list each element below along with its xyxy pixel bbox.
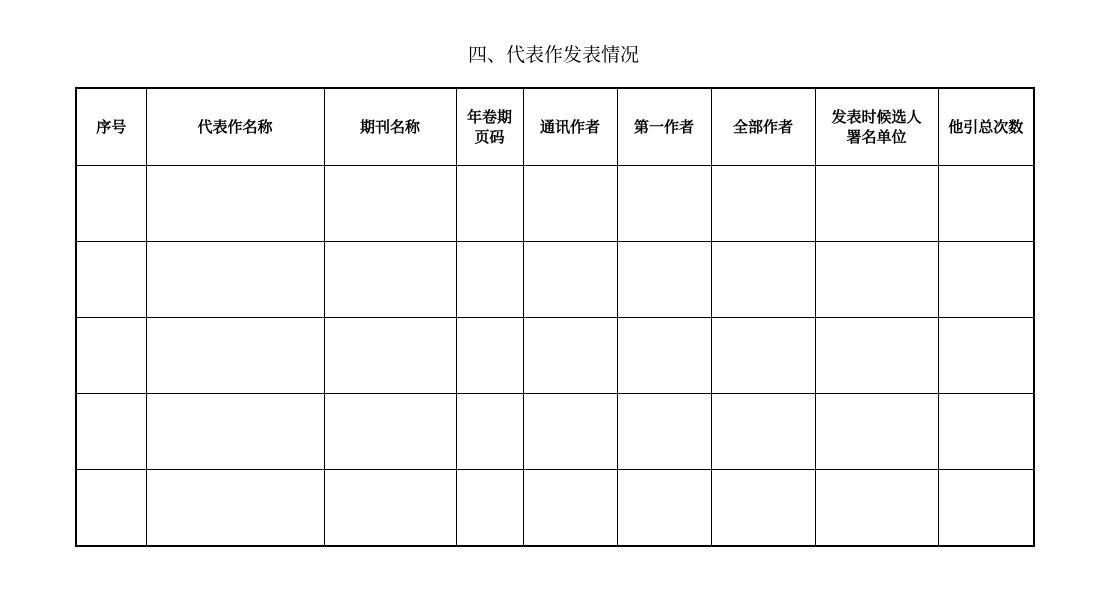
- header-work-title: 代表作名称: [146, 88, 324, 166]
- table-header-row: [76, 88, 1034, 166]
- table-row: [76, 470, 1034, 547]
- table-cell[interactable]: [146, 470, 324, 547]
- table-cell[interactable]: [523, 318, 617, 394]
- table-cell[interactable]: [324, 242, 456, 318]
- table-cell[interactable]: [456, 470, 523, 547]
- table-cell[interactable]: [523, 166, 617, 242]
- table-cell[interactable]: [815, 394, 938, 470]
- table-cell[interactable]: [711, 166, 815, 242]
- table-cell[interactable]: [938, 470, 1034, 547]
- table-cell[interactable]: [617, 242, 711, 318]
- table-cell[interactable]: [456, 394, 523, 470]
- table-cell[interactable]: [456, 242, 523, 318]
- table-cell[interactable]: [711, 394, 815, 470]
- table-cell[interactable]: [617, 394, 711, 470]
- table-cell[interactable]: [456, 318, 523, 394]
- page-title: 四、代表作发表情况: [467, 44, 639, 66]
- table-row: [76, 394, 1034, 470]
- table-cell[interactable]: [815, 242, 938, 318]
- table-cell[interactable]: [523, 242, 617, 318]
- header-first-author: 第一作者: [617, 88, 711, 166]
- publications-table: [75, 87, 1035, 547]
- table-cell[interactable]: [146, 394, 324, 470]
- table-row: [76, 166, 1034, 242]
- table-cell[interactable]: [815, 470, 938, 547]
- table-cell[interactable]: [146, 318, 324, 394]
- table-cell[interactable]: [938, 242, 1034, 318]
- header-corresponding-author: 通讯作者: [523, 88, 617, 166]
- table-row: [76, 318, 1034, 394]
- table-cell[interactable]: [76, 394, 146, 470]
- header-journal-name: 期刊名称: [324, 88, 456, 166]
- table-cell[interactable]: [324, 394, 456, 470]
- table-cell[interactable]: [938, 318, 1034, 394]
- table-cell[interactable]: [146, 166, 324, 242]
- header-all-authors: 全部作者: [711, 88, 815, 166]
- table-cell[interactable]: [76, 318, 146, 394]
- table-cell[interactable]: [938, 394, 1034, 470]
- table-cell[interactable]: [76, 166, 146, 242]
- header-serial-number: 序号: [76, 88, 146, 166]
- table-cell[interactable]: [815, 166, 938, 242]
- table-cell[interactable]: [456, 166, 523, 242]
- header-candidate-affiliation: 发表时候选人 署名单位: [815, 88, 938, 166]
- header-citation-count: 他引总次数: [938, 88, 1034, 166]
- table-cell[interactable]: [523, 394, 617, 470]
- table-cell[interactable]: [711, 470, 815, 547]
- table-cell[interactable]: [815, 318, 938, 394]
- table-cell[interactable]: [617, 166, 711, 242]
- table-cell[interactable]: [711, 318, 815, 394]
- header-year-volume-issue-pages: 年卷期 页码: [456, 88, 523, 166]
- table-cell[interactable]: [324, 318, 456, 394]
- table-cell[interactable]: [938, 166, 1034, 242]
- table-cell[interactable]: [324, 166, 456, 242]
- table-cell[interactable]: [617, 318, 711, 394]
- table-cell[interactable]: [617, 470, 711, 547]
- table-cell[interactable]: [711, 242, 815, 318]
- table-cell[interactable]: [523, 470, 617, 547]
- table-row: [76, 242, 1034, 318]
- table-cell[interactable]: [146, 242, 324, 318]
- table-cell[interactable]: [324, 470, 456, 547]
- table-cell[interactable]: [76, 470, 146, 547]
- table-cell[interactable]: [76, 242, 146, 318]
